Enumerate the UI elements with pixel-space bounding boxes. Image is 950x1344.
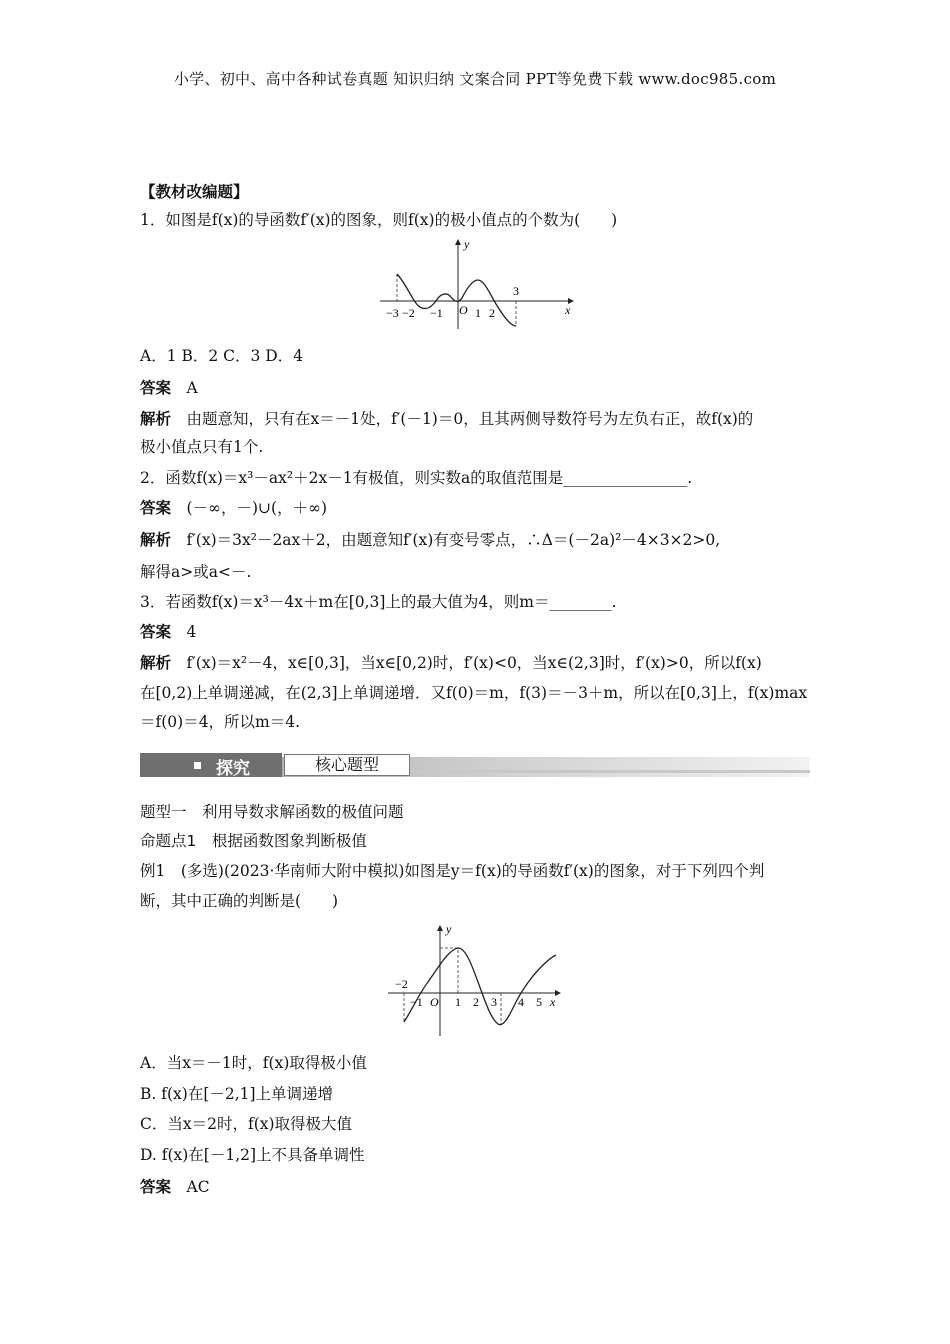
point-title: 命题点1 根据函数图象判断极值 bbox=[140, 832, 367, 850]
q2-stem: 2．函数f(x)＝x³－ax²＋2x－1有极值，则实数a的取值范围是________________. bbox=[140, 469, 693, 487]
graph2-tick: O bbox=[430, 995, 439, 1009]
q3-stem: 3．若函数f(x)＝x³－4x＋m在[0,3]上的最大值为4，则m＝________. bbox=[140, 593, 617, 611]
q3-analysis-2: 在[0,2)上单调递减，在(2,3]上单调递增．又f(0)＝m，f(3)＝－3＋m，所以在[0,3]上，f(x)max bbox=[140, 684, 808, 702]
graph-2 bbox=[386, 920, 566, 1038]
analysis-label: 解析 bbox=[140, 531, 172, 549]
option-b: B. f(x)在[－2,1]上单调递增 bbox=[140, 1085, 334, 1103]
graph1-x-label: x bbox=[565, 303, 571, 317]
section-banner bbox=[140, 753, 810, 779]
q1-analysis-2: 极小值点只有1个. bbox=[140, 438, 264, 456]
graph1-tick: 2 bbox=[489, 306, 495, 320]
example-line-2: 断，其中正确的判断是( ) bbox=[140, 892, 339, 910]
graph2-tick: −2 bbox=[395, 977, 408, 991]
square-icon bbox=[194, 762, 201, 769]
graph1-tick: O bbox=[459, 303, 468, 317]
q3-analysis-3: ＝f(0)＝4，所以m＝4. bbox=[140, 713, 301, 731]
graph1-tick: −1 bbox=[430, 306, 443, 320]
q1-options: A．1 B．2 C．3 D．4 bbox=[140, 347, 304, 365]
analysis-label: 解析 bbox=[140, 654, 172, 672]
q1-analysis-1: 由题意知，只有在x＝－1处，f′(－1)＝0，且其两侧导数符号为左负右正，故f(x)的 bbox=[186, 410, 754, 428]
graph2-tick: 5 bbox=[536, 995, 542, 1009]
answer-label: 答案 bbox=[140, 499, 172, 517]
graph1-tick: −3 bbox=[386, 306, 399, 320]
graph2-tick: 3 bbox=[491, 995, 497, 1009]
graph2-x-label: x bbox=[550, 995, 556, 1009]
graph2-y-label: y bbox=[446, 922, 452, 936]
example-line-1: 例1 (多选)(2023·华南师大附中模拟)如图是y＝f(x)的导函数f′(x)的图象，对于下列四个判 bbox=[140, 862, 765, 880]
q3-analysis-1: f′(x)＝x²－4，x∈[0,3]，当x∈[0,2)时，f′(x)<0，当x∈(2,3]时，f′(x)>0，所以f(x) bbox=[186, 654, 762, 672]
section-title: 【教材改编题】 bbox=[140, 183, 249, 201]
graph2-tick: 2 bbox=[473, 995, 479, 1009]
graph2-tick: −1 bbox=[410, 995, 423, 1009]
answer-label: 答案 bbox=[140, 379, 172, 397]
graph1-tick: −2 bbox=[402, 306, 415, 320]
option-a: A．当x＝－1时，f(x)取得极小值 bbox=[140, 1054, 367, 1072]
answer-label: 答案 bbox=[140, 623, 172, 641]
q1-answer: A bbox=[186, 379, 198, 397]
option-d: D. f(x)在[－1,2]上不具备单调性 bbox=[140, 1146, 365, 1164]
analysis-label: 解析 bbox=[140, 410, 172, 428]
q2-analysis-2: 解得a>或a<－. bbox=[140, 563, 252, 581]
q2-answer: (－∞，－)∪(，＋∞) bbox=[186, 499, 328, 517]
banner-left-label: 探究 bbox=[216, 759, 250, 779]
q3-answer: 4 bbox=[186, 623, 197, 641]
banner-right-label: 核心题型 bbox=[284, 754, 410, 776]
graph1-tick: 3 bbox=[513, 284, 519, 298]
answer-label: 答案 bbox=[140, 1178, 172, 1196]
type-title: 题型一 利用导数求解函数的极值问题 bbox=[140, 803, 404, 821]
option-c: C．当x＝2时，f(x)取得极大值 bbox=[140, 1115, 353, 1133]
example-answer: AC bbox=[186, 1178, 210, 1196]
q2-analysis-1: f′(x)＝3x²－2ax＋2，由题意知f′(x)有变号零点，∴Δ＝(－2a)²－4×3×2>0, bbox=[186, 531, 721, 549]
q1-stem: 1．如图是f(x)的导函数f′(x)的图象，则f(x)的极小值点的个数为( ) bbox=[140, 211, 618, 229]
graph1-y-label: y bbox=[464, 237, 470, 251]
graph-1 bbox=[378, 234, 578, 334]
page-header: 小学、初中、高中各种试卷真题 知识归纳 文案合同 PPT等免费下载 www.doc985.com bbox=[173, 70, 777, 88]
graph1-tick: 1 bbox=[475, 306, 481, 320]
graph2-tick: 4 bbox=[518, 995, 524, 1009]
graph2-tick: 1 bbox=[455, 995, 461, 1009]
